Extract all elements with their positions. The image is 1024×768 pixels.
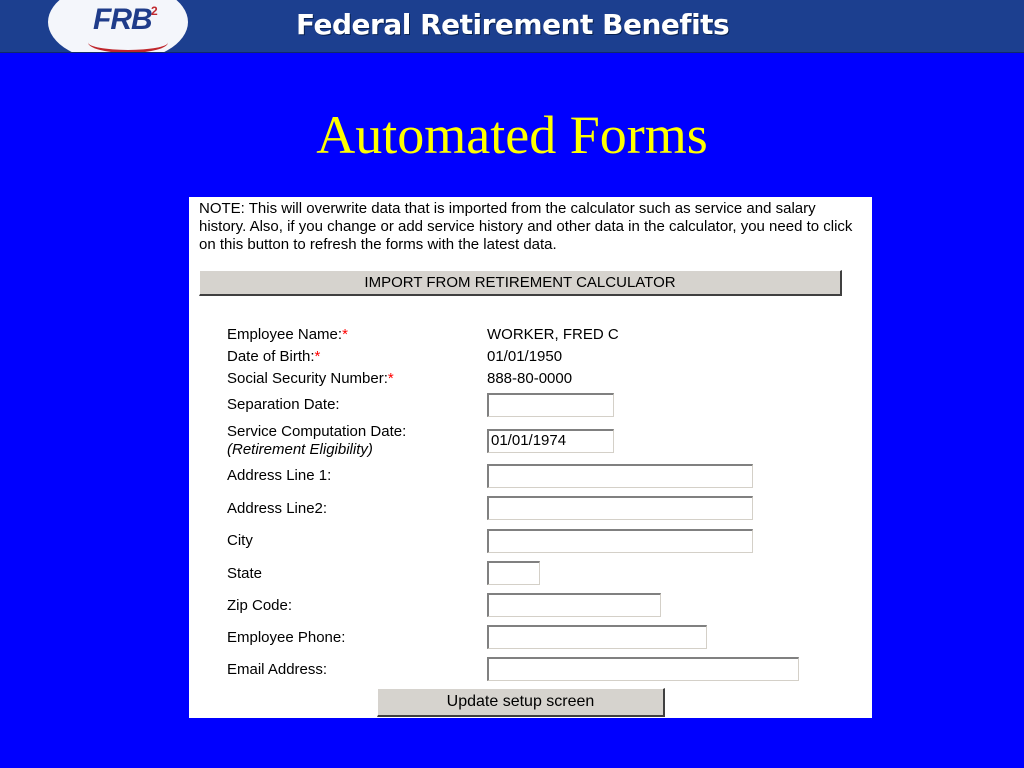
date-of-birth-value: 01/01/1950 [487, 348, 563, 365]
import-calculator-button[interactable]: IMPORT FROM RETIREMENT CALCULATOR [199, 270, 842, 296]
city-label: City [227, 532, 253, 549]
ssn-value: 888-80-0000 [487, 370, 573, 387]
address-line2-input[interactable] [487, 496, 753, 520]
slide-title: Automated Forms [316, 105, 708, 165]
employee-phone-label: Employee Phone: [227, 629, 346, 646]
zip-code-input[interactable] [487, 593, 661, 617]
required-marker: * [387, 370, 394, 387]
state-label: State [227, 565, 263, 582]
service-computation-date-input[interactable]: 01/01/1974 [487, 429, 614, 453]
email-address-input[interactable] [487, 657, 799, 681]
date-of-birth-label: Date of Birth:* [227, 348, 321, 365]
address-line1-label: Address Line 1: [227, 467, 332, 484]
frb-logo-superscript: 2 [151, 4, 158, 18]
state-input[interactable] [487, 561, 540, 585]
note-text: NOTE: This will overwrite data that is imported from the calculator such as service and salary history. Also, if you change or add service history and other data in the calculator, you need to click on this button to refresh the forms with the latest data. [199, 200, 853, 253]
employee-name-value: WORKER, FRED C [487, 326, 619, 343]
update-setup-screen-button[interactable]: Update setup screen [377, 688, 665, 717]
separation-date-label: Separation Date: [227, 396, 340, 413]
city-input[interactable] [487, 529, 753, 553]
banner-title: Federal Retirement Benefits [296, 8, 730, 41]
separation-date-input[interactable] [487, 393, 614, 417]
required-marker: * [342, 326, 348, 343]
employee-name-label: Employee Name:* [227, 326, 348, 343]
frb-logo: FRB [93, 3, 152, 36]
employee-phone-input[interactable] [487, 625, 707, 649]
header-banner [0, 0, 1024, 53]
retirement-eligibility-sublabel: (Retirement Eligibility) [227, 441, 373, 458]
form-panel [189, 197, 872, 718]
email-address-label: Email Address: [227, 661, 328, 678]
address-line2-label: Address Line2: [227, 500, 328, 517]
service-computation-date-label: Service Computation Date: (Retirement Eligibility) [227, 423, 407, 458]
required-marker: * [314, 348, 321, 365]
address-line1-input[interactable] [487, 464, 753, 488]
zip-code-label: Zip Code: [227, 597, 293, 614]
ssn-label: Social Security Number:* [227, 370, 394, 387]
